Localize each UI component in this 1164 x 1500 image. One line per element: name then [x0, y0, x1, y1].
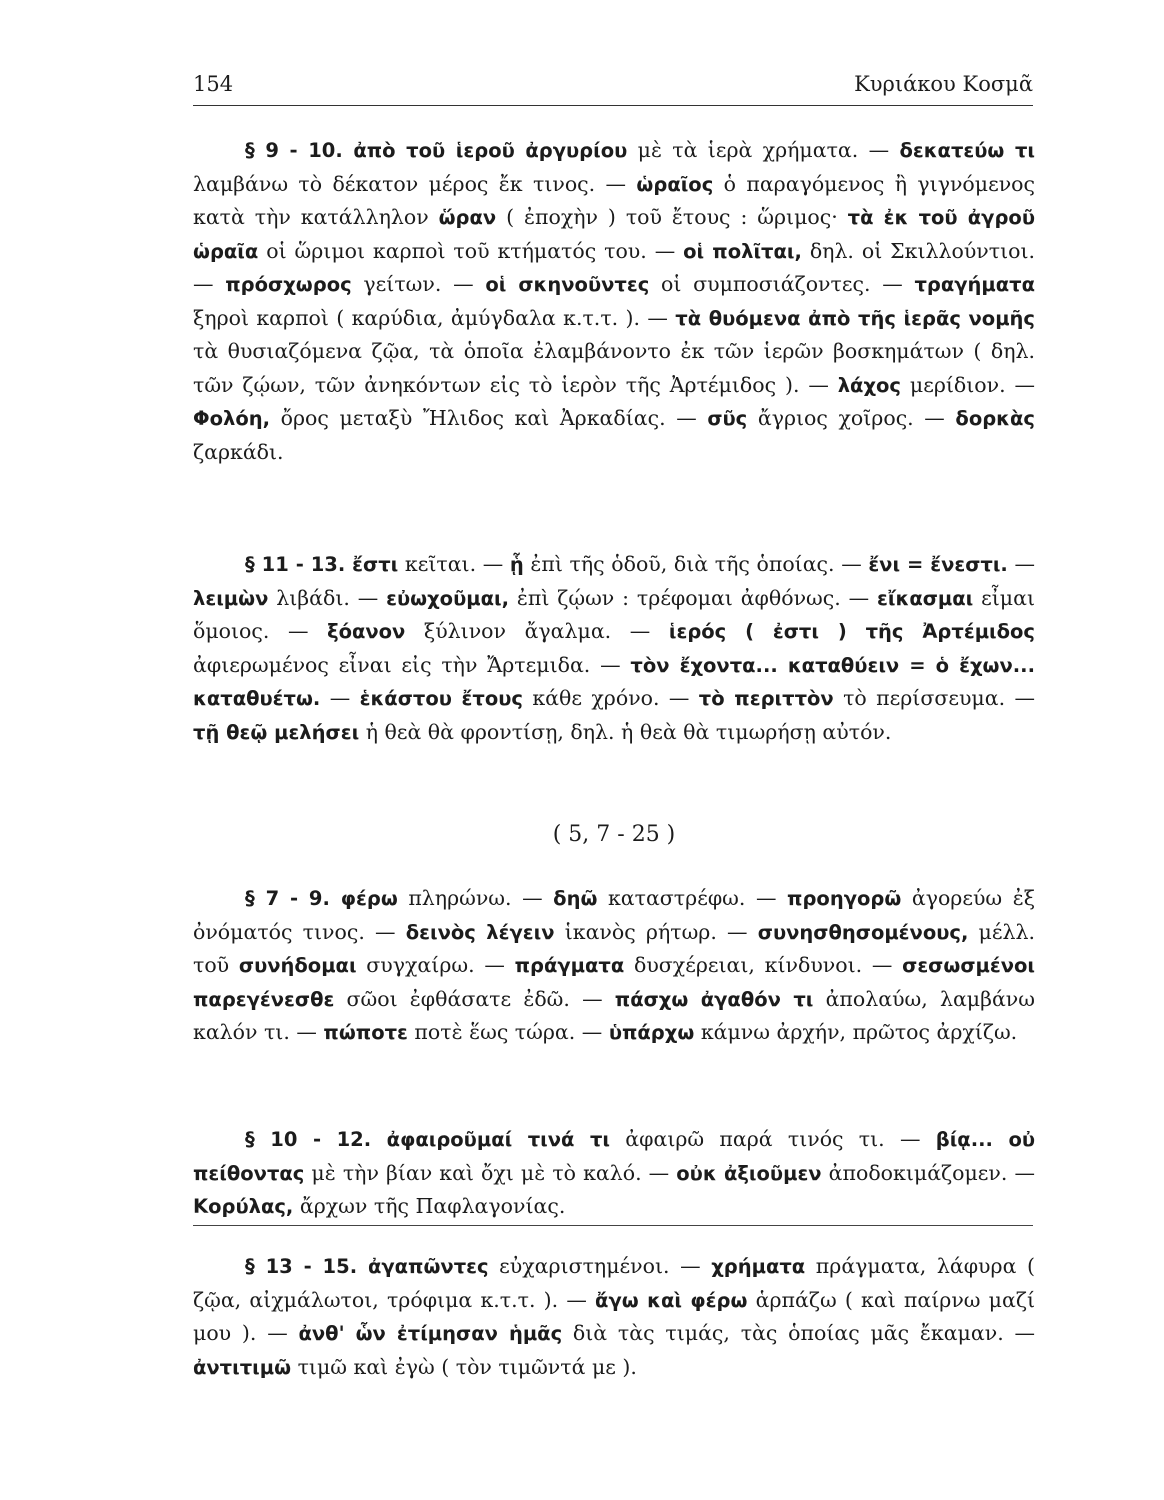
gloss: κάθε χρόνο. — [522, 686, 699, 710]
gloss: ( ἐποχὴν ) τοῦ ἔτους : ὥριμος· [496, 205, 848, 229]
gloss: ἀφιερωμένος εἶναι εἰς τὴν Ἄρτεμιδα. — [193, 652, 631, 677]
lemma: ἱερός ( ἐστι ) τῆς Ἀρτέμιδος [668, 620, 1035, 643]
lemma: ἀνθ' ὧν ἐτίμησαν ἡμᾶς [298, 1322, 563, 1345]
lemma: Φολόη, [193, 407, 271, 430]
gloss: ἐπὶ ζῴων : τρέφομαι ἀφθόνως. — [509, 585, 878, 610]
lemma: τῇ θεῷ μελήσει [193, 720, 360, 744]
gloss: ἀπολαύω, λαμβάνω καλόν τι. — [193, 986, 1035, 1044]
gloss: ἡ θεὰ θὰ φροντίσῃ, δηλ. ἡ θεὰ θὰ τιμωρήσῃ αὐτόν. [359, 719, 892, 744]
gloss: πράγματα, λάφυρα ( ζῷα, αἰχμάλωτοι, τρόφιμα κ.τ.τ. ). — [193, 1254, 1035, 1312]
section-heading: ( 5, 7 - 25 ) [552, 822, 676, 847]
gloss: — [1007, 552, 1035, 576]
gloss: σῶοι ἐφθάσατε ἐδῶ. — [334, 986, 615, 1011]
gloss: οἱ συμποσιάζοντες. — [649, 272, 915, 296]
lemma: ἀφαιροῦμαί τινά τι [386, 1128, 611, 1151]
lemma: οὐκ ἀξιοῦμεν [676, 1161, 822, 1185]
lemma: δορκὰς [955, 407, 1035, 430]
gloss: εὐχαριστημένοι. — [488, 1254, 712, 1278]
header-rule [193, 105, 1033, 106]
gloss: ὄρος μεταξὺ Ἤλιδος καὶ Ἀρκαδίας. — [270, 406, 708, 430]
gloss: ἐπὶ τῆς ὁδοῦ, διὰ τῆς ὁποίας. — [523, 552, 869, 576]
lemma: φέρω [340, 887, 398, 910]
lemma: βίᾳ... οὐ πείθοντας [193, 1128, 1036, 1185]
lemma: πάσχω ἀγαθόν τι [614, 987, 814, 1011]
lemma: εἴκασμαι [877, 586, 974, 610]
gloss: λαμβάνω τὸ δέκατον μέρος ἔκ τινος. — [193, 171, 637, 196]
paragraph-text [193, 1123, 1035, 1224]
commentary-paragraph-13-15 [193, 1250, 1035, 1384]
lemma: λάχος [837, 373, 901, 397]
gloss: μερίδιον. — [901, 372, 1035, 397]
gloss: ἁρπάζω ( καὶ παίρνω μαζί μου ). — [193, 1287, 1035, 1345]
lemma: τὰ ἐκ τοῦ ἀγροῦ ὡραῖα [193, 206, 1035, 263]
lemma: σῦς [707, 407, 748, 430]
gloss: ἄγριος χοῖρος. — [747, 406, 956, 430]
gloss: διὰ τὰς τιμάς, τὰς ὁποίας μᾶς ἔκαμαν. — [562, 1321, 1035, 1345]
gloss: ἀγορεύω ἐξ ὀνόματός τινος. — [193, 886, 1036, 944]
gloss: καταστρέφω. — [597, 886, 788, 910]
paragraph-text [193, 548, 1035, 749]
lemma: πώποτε [323, 1021, 408, 1044]
lemma: ἔνι = ἔνεστι. [868, 553, 1008, 576]
lemma: ἔστι [352, 553, 399, 576]
commentary-paragraph-7-9 [193, 882, 1035, 1050]
gloss: λιβάδι. — [268, 585, 387, 610]
lemma: συνήδομαι [238, 954, 357, 977]
section-ref: § 13 - 15. [245, 1255, 368, 1278]
gloss: ἀποδοκιμάζομεν. — [821, 1160, 1035, 1185]
gloss: ποτὲ ἕως τώρα. — [407, 1020, 609, 1044]
commentary-paragraph-10-12 [193, 1123, 1035, 1224]
section-ref: § 9 - 10. [245, 139, 354, 162]
gloss: οἱ ὥριμοι καρποὶ τοῦ κτήματός του. — [258, 238, 684, 263]
lemma: ἑκάστου ἔτους [359, 687, 523, 710]
gloss: ἀφαιρῶ παρά τινός τι. — [610, 1127, 936, 1151]
commentary-paragraph-9-10 [193, 134, 1035, 469]
gloss: μέλλ. τοῦ [193, 919, 1035, 977]
lemma: τὸ περιττὸν [698, 687, 834, 710]
lemma: δεκατεύω τι [899, 139, 1035, 162]
lemma: πρόσχωρος [225, 273, 352, 296]
lemma: ὡραῖος [636, 172, 714, 196]
gloss: τὸ περίσσευμα. — [833, 686, 1035, 710]
paragraph-text [193, 134, 1035, 469]
running-title: Κυριάκου Κοσμᾶ [854, 72, 1033, 96]
lemma: ἀγαπῶντες [367, 1255, 489, 1278]
lemma: σεσωσμένοι παρεγένεσθε [193, 954, 1035, 1011]
paragraph-text [193, 1250, 1035, 1384]
gloss: ὁ παραγόμενος ἢ γιγνόμενος κατὰ τὴν κατάλληλον [193, 171, 1035, 229]
gloss: ἄρχων τῆς Παφλαγονίας. [293, 1194, 566, 1218]
lemma: Κορύλας, [193, 1195, 294, 1218]
lemma: ὥραν [438, 206, 497, 229]
gloss: — [320, 686, 360, 710]
commentary-paragraph-11-13 [193, 548, 1035, 749]
lemma: δεινὸς λέγειν [405, 920, 555, 944]
lemma: λειμὼν [193, 586, 269, 610]
lemma: ἀπὸ τοῦ ἱεροῦ ἀργυρίου [353, 139, 628, 162]
lemma: τὸν ἔχοντα... καταθύειν = ὁ ἔχων... καταθυέτω. [193, 653, 1035, 710]
lemma: ἄγω καὶ φέρω [595, 1288, 748, 1312]
gloss: γείτων. — [351, 272, 486, 296]
section-ref: § 10 - 12. [245, 1128, 387, 1151]
gloss: ζαρκάδι. [193, 439, 284, 464]
gloss: κεῖται. — [398, 552, 510, 576]
gloss: μὲ τὰ ἱερὰ χρήματα. — [627, 138, 900, 162]
gloss: κάμνω ἀρχήν, πρῶτος ἀρχίζω. [694, 1020, 1018, 1044]
lemma: τραγήματα [914, 273, 1035, 296]
lemma: οἱ σκηνοῦντες [485, 273, 650, 296]
lemma: οἱ πολῖται, [683, 239, 802, 263]
section-ref: § 11 - 13. [245, 553, 353, 576]
lemma: πράγματα [514, 954, 625, 977]
gloss: μὲ τὴν βίαν καὶ ὄχι μὲ τὸ καλό. — [304, 1160, 677, 1185]
lemma: εὐωχοῦμαι, [386, 586, 509, 610]
gloss: ξύλινον ἄγαλμα. — [405, 619, 669, 643]
lemma: τὰ θυόμενα ἀπὸ τῆς ἱερᾶς νομῆς [675, 306, 1035, 330]
section-ref: § 7 - 9. [245, 887, 341, 910]
lemma: χρήματα [711, 1255, 806, 1278]
lemma: προηγορῶ [787, 887, 902, 910]
gloss: δηλ. οἱ Σκιλλούντιοι. — [193, 238, 1036, 296]
gloss: ξηροὶ καρποὶ ( καρύδια, ἀμύγδαλα κ.τ.τ. ). — [193, 305, 676, 330]
paragraph-text [193, 882, 1035, 1050]
page-header [193, 72, 1033, 102]
gloss: τιμῶ καὶ ἐγὼ ( τὸν τιμῶντά με ). [291, 1354, 637, 1379]
gloss: εἶμαι ὅμοιος. — [193, 585, 1035, 643]
gloss: τὰ θυσιαζόμενα ζῷα, τὰ ὁποῖα ἐλαμβάνοντο ἐκ τῶν ἱερῶν βοσκημάτων ( δηλ. τῶν ζῴων, τῶν ἀνηκόντων εἰς τὸ ἱερὸν τῆς Ἀρτέμιδος ). — [193, 339, 1035, 397]
divider-rule [193, 1225, 1033, 1226]
gloss: πληρώνω. — [397, 886, 554, 910]
gloss: δυσχέρειαι, κίνδυνοι. — [624, 953, 903, 977]
gloss: συγχαίρω. — [356, 953, 515, 977]
page-number: 154 [193, 72, 234, 96]
lemma: ὑπάρχω [608, 1021, 695, 1044]
lemma: δηῶ [553, 887, 598, 910]
gloss: ἱκανὸς ρήτωρ. — [554, 919, 758, 944]
lemma: συνησθησομένους, [757, 920, 969, 944]
lemma: ᾗ [509, 553, 524, 576]
lemma: ξόανον [327, 620, 406, 643]
lemma: ἀντιτιμῶ [193, 1355, 292, 1379]
